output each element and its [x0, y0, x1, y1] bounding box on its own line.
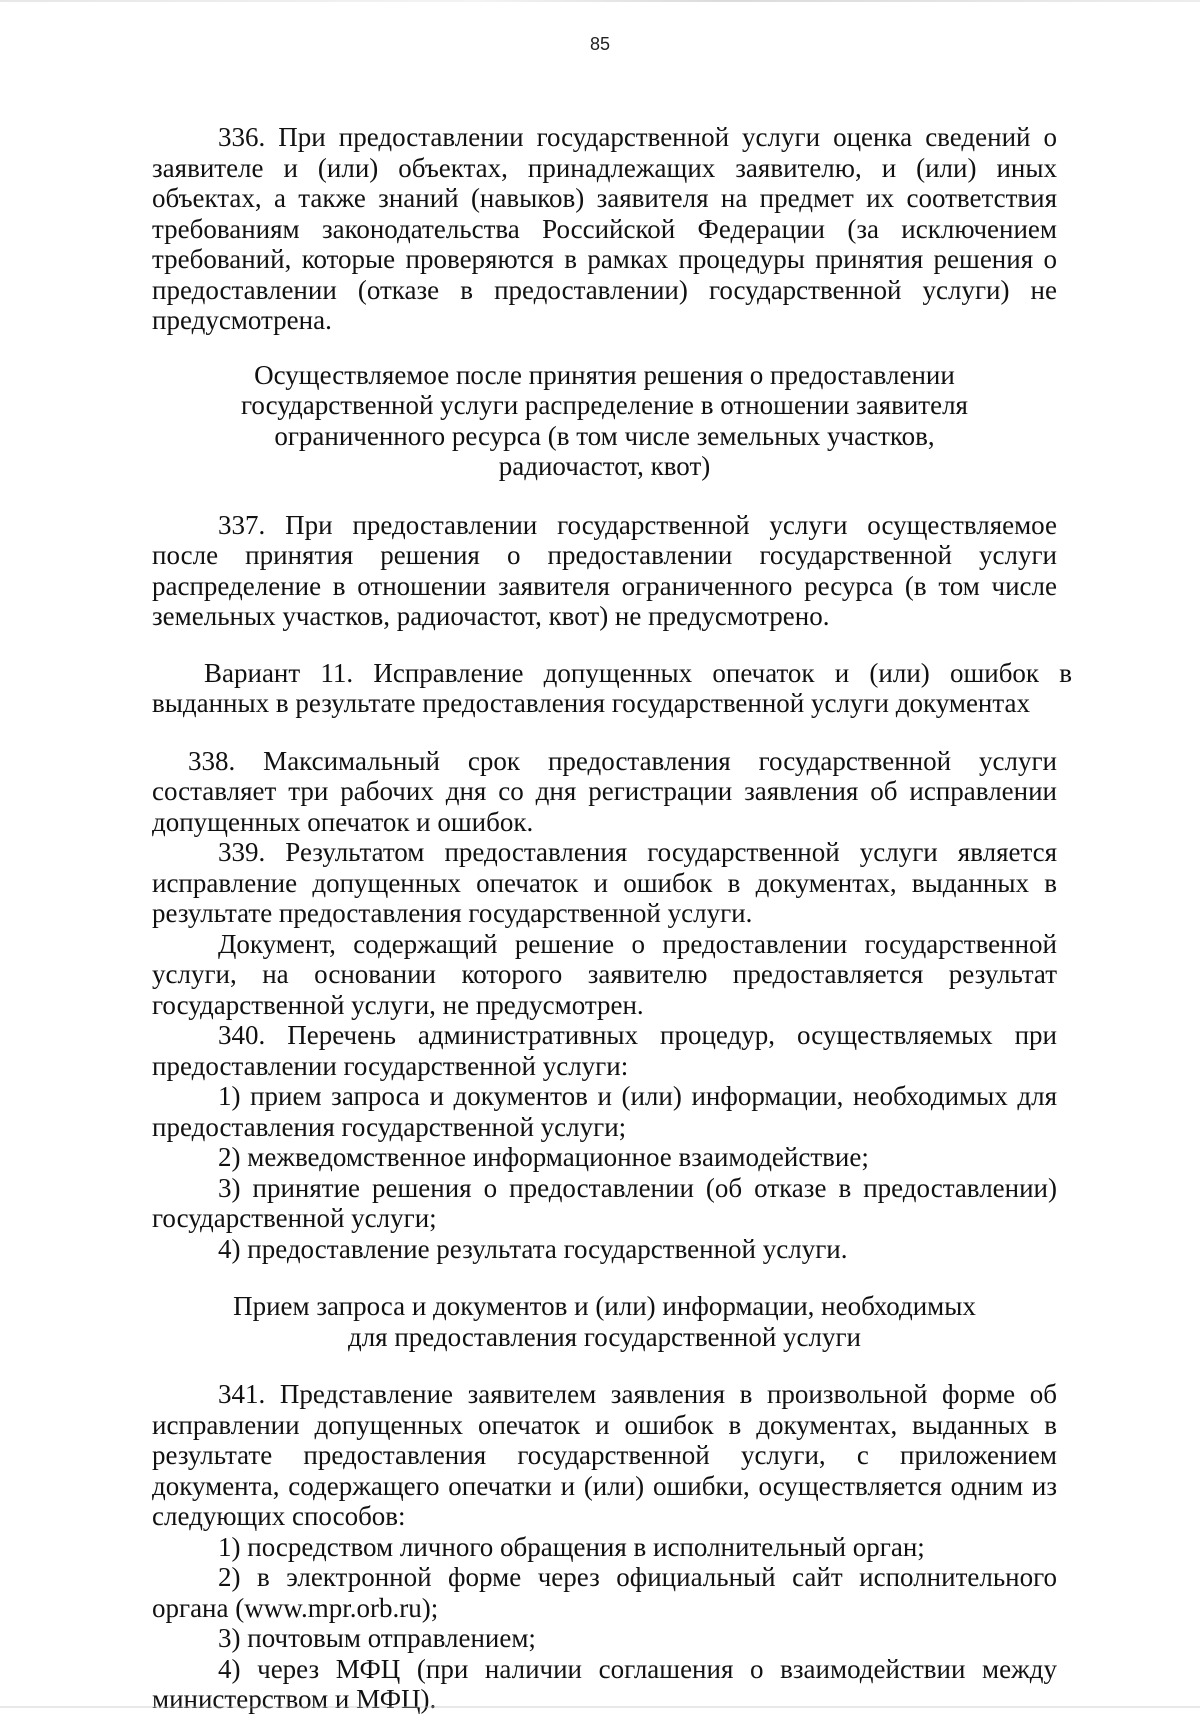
document-body	[152, 122, 1072, 1715]
paragraph-339: 339. Результатом предоставления государственной услуги является исправление допущенных опечаток и ошибок в документах, выданных в результате предоставления государственной услуги.	[152, 837, 1057, 928]
list-item-341-4: 4) через МФЦ (при наличии соглашения о взаимодействии между министерством и МФЦ).	[152, 1653, 1057, 1714]
section-heading-variant-11: Вариант 11. Исправление допущенных опечаток и (или) ошибок в выданных в результате предоставления государственной услуги документах	[152, 657, 1072, 718]
section-heading-reception: Прием запроса и документов и (или) информации, необходимых для предоставления государственной услуги	[233, 1291, 976, 1352]
paragraph-338: 338. Максимальный срок предоставления государственной услуги составляет три рабочих дня со дня регистрации заявления об исправлении допущенных опечаток и ошибок.	[152, 745, 1057, 837]
paragraph-337: 337. При предоставлении государственной услуги осуществляемое после принятия решения о предоставлении государственной услуги распределение в отношении заявителя ограниченного ресурса (в том числе земельных участков, радиочастот, квот) не предусмотрено.	[152, 509, 1057, 631]
scan-bottom-edge	[0, 1706, 1200, 1708]
paragraph-340: 340. Перечень административных процедур, осуществляемых при предоставлении государственной услуги:	[152, 1020, 1057, 1081]
list-item-340-1: 1) прием запроса и документов и (или) информации, необходимых для предоставления государственной услуги;	[152, 1081, 1057, 1142]
list-item-340-3: 3) принятие решения о предоставлении (об отказе в предоставлении) государственной услуги;	[152, 1172, 1057, 1233]
section-heading-resource: Осуществляемое после принятия решения о предоставлении государственной услуги распределение в отношении заявителя ограниченного ресурса (в том числе земельных участков, радиочастот, квот)	[241, 359, 968, 481]
list-item-340-4: 4) предоставление результата государственной услуги.	[218, 1233, 848, 1264]
list-item-341-1: 1) посредством личного обращения в исполнительный орган;	[218, 1531, 925, 1562]
scan-top-edge	[0, 0, 1200, 2]
list-item-341-2: 2) в электронной форме через официальный сайт исполнительного органа (www.mpr.orb.ru);	[152, 1562, 1057, 1623]
list-item-341-3: 3) почтовым отправлением;	[218, 1623, 536, 1653]
paragraph-336: 336. При предоставлении государственной услуги оценка сведений о заявителе и (или) объектах, принадлежащих заявителю, и (или) иных объектах, а также знаний (навыков) заявителя на предмет их соответствия требованиям законодательства Российской Федерации (за исключением требований, которые проверяются в рамках процедуры принятия решения о предоставлении (отказе в предоставлении) государственной услуги) не предусмотрена.	[152, 122, 1057, 335]
page-number: 85	[589, 34, 611, 54]
list-item-340-2: 2) межведомственное информационное взаимодействие;	[218, 1142, 869, 1172]
paragraph-339-document: Документ, содержащий решение о предоставлении государственной услуги, на основании которого заявителю предоставляется результат государственной услуги, не предусмотрен.	[152, 928, 1057, 1020]
paragraph-341: 341. Представление заявителем заявления в произвольной форме об исправлении допущенных опечаток и ошибок в документах, выданных в результате предоставления государственной услуги, с приложением документа, содержащего опечатки и (или) ошибки, осуществляется одним из следующих способов:	[152, 1379, 1057, 1531]
